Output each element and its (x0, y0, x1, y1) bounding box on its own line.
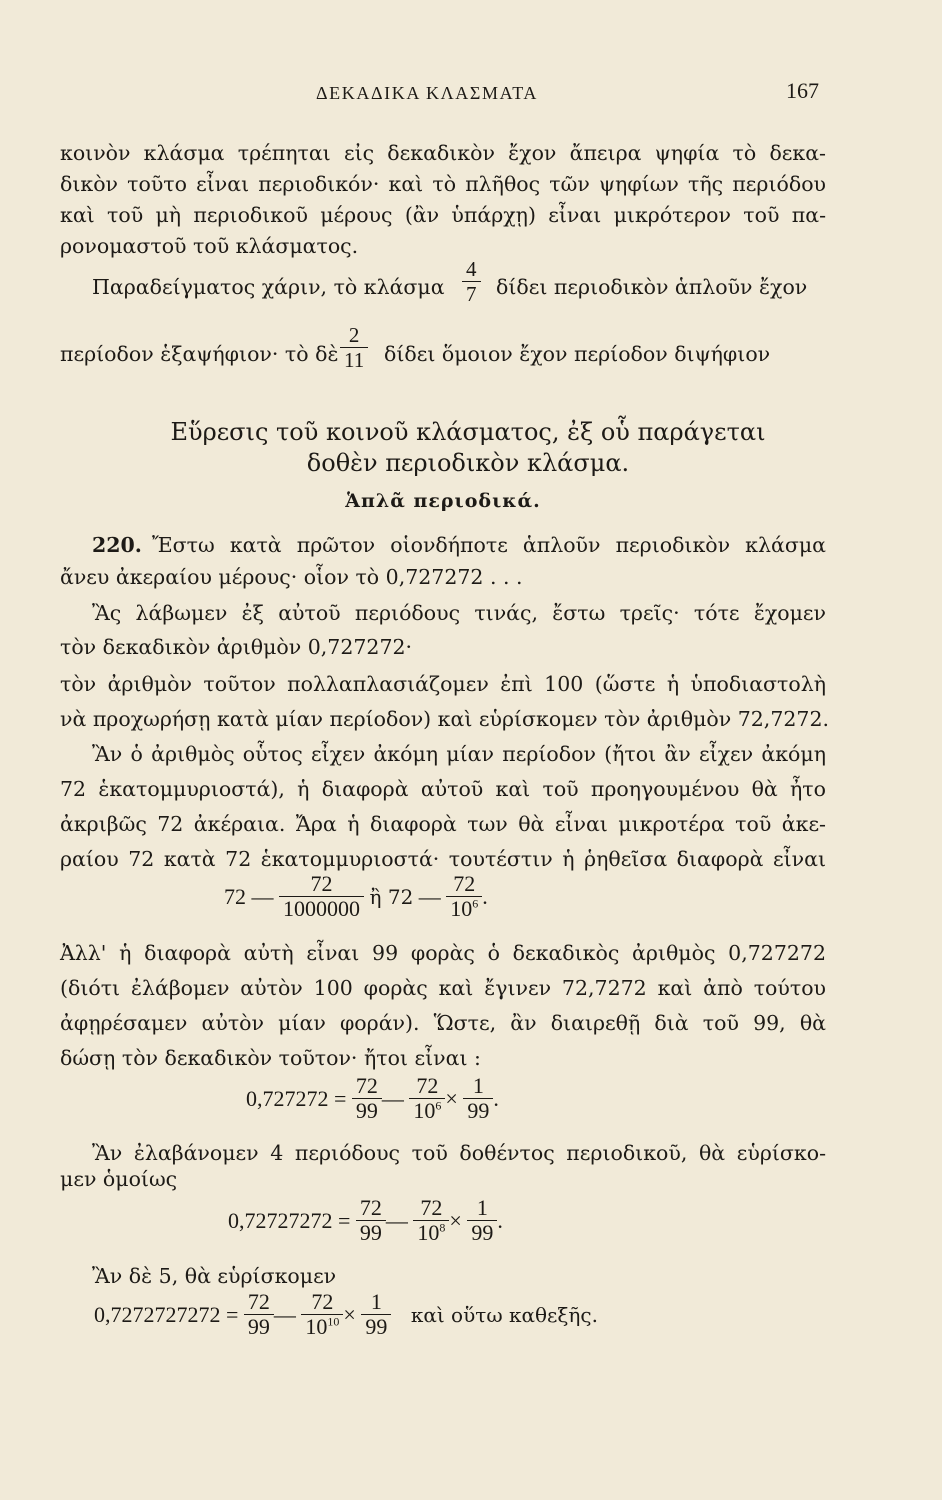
running-header: ΔΕΚΑΔΙΚΑ ΚΛΑΣΜΑΤΑ (316, 83, 538, 103)
fraction (463, 1074, 493, 1123)
text-line: τὸν δεκαδικὸν ἀριθμὸν 0,727272· (60, 635, 413, 659)
fraction-numerator: 72 (356, 1196, 386, 1221)
fraction-numerator: 72 (352, 1074, 382, 1099)
equation-term: 0,7272727272 (94, 1301, 221, 1327)
fraction-denominator: 99 (467, 1098, 490, 1123)
fraction-numerator: 72 (446, 872, 482, 897)
text-line: νὰ προχωρήσῃ κατὰ μίαν περίοδον) καὶ εὑρίσκομεν τὸν ἀριθμὸν 72,7272. (60, 707, 830, 731)
fraction (279, 872, 364, 921)
equation-term: 72 (224, 883, 246, 909)
article-number: 220. (92, 533, 142, 557)
equation-term: ἢ 72 (369, 884, 414, 909)
fraction-denominator: 99 (359, 1220, 382, 1245)
equation: 72 — $\frac{72}{1000000}$ ἢ 72 — $\frac{72}{10^6}$ . (224, 871, 488, 921)
equation: 0,72727272 = $\frac{72}{99}$ — $\frac{72}{10^8}$ × $\frac{1}{99}$ . (228, 1195, 503, 1245)
fraction (352, 1074, 382, 1123)
fraction (244, 1290, 274, 1339)
fraction-denominator: 10 (450, 896, 473, 921)
fraction-numerator: 1 (467, 1196, 497, 1221)
fraction-denominator: 7 (466, 282, 477, 306)
exponent: 10 (327, 1314, 340, 1329)
text-line: Ἂν ἐλαβάνομεν 4 περιόδους τοῦ δοθέντος περιοδικοῦ, θὰ εὑρίσκο- (92, 1141, 826, 1165)
fraction-denominator: 99 (247, 1314, 270, 1339)
text-line: τὸν ἀριθμὸν τοῦτον πολλαπλασιάζομεν ἐπὶ 100 (ὥστε ἡ ὑποδιαστολὴ (60, 672, 826, 696)
fraction (462, 257, 481, 306)
text-line: Ἂς λάβωμεν ἐξ αὐτοῦ περιόδους τινάς, ἔστω τρεῖς· τότε ἔχομεν (92, 601, 826, 625)
fraction-denominator: 99 (355, 1098, 378, 1123)
fraction-numerator: 72 (301, 1290, 343, 1315)
fraction-denominator: 99 (365, 1314, 388, 1339)
text-line: καὶ τοῦ μὴ περιοδικοῦ μέρους (ἂν ὑπάρχῃ) εἶναι μικρότερον τοῦ πα- (60, 203, 826, 227)
fraction-numerator: 1 (463, 1074, 493, 1099)
text-line: ἀκριβῶς 72 ἀκέραια. Ἄρα ἡ διαφορὰ των θὰ εἶναι μικροτέρα τοῦ ἀκε- (60, 812, 826, 836)
fraction-numerator: 4 (462, 257, 481, 282)
fraction-denominator: 10 (413, 1098, 436, 1123)
fraction (356, 1196, 386, 1245)
section-heading: δοθὲν περιοδικὸν κλάσμα. (306, 449, 630, 477)
text-line: μεν ὁμοίως (60, 1167, 178, 1191)
fraction-denominator: 11 (344, 348, 365, 372)
fraction-denominator: 10 (305, 1314, 328, 1339)
text-line: (διότι ἐλάβομεν αὐτὸν 100 φορὰς καὶ ἔγινεν 72,7272 καὶ ἀπὸ τούτου (60, 976, 826, 1000)
fraction (301, 1290, 343, 1339)
fraction-numerator: 1 (361, 1290, 391, 1315)
text-line: δώσῃ τὸν δεκαδικὸν τοῦτον· ἤτοι εἶναι : (60, 1046, 481, 1070)
fraction (467, 1196, 497, 1245)
text-line: ρονομαστοῦ τοῦ κλάσματος. (60, 234, 359, 258)
equation: 0,7272727272 = $\frac{72}{99}$ — $\frac{72}{10^{10}}$ × $\frac{1}{99}$ καὶ οὕτω καθεξῆς. (94, 1289, 598, 1339)
fraction (446, 872, 482, 921)
exponent: 6 (472, 896, 479, 911)
fraction-denominator: 10 (417, 1220, 440, 1245)
equation-term: 0,72727272 (228, 1207, 333, 1233)
text-line: περίοδον ἑξαψήφιον· τὸ δὲ (60, 342, 339, 366)
fraction-numerator: 72 (409, 1074, 445, 1099)
equation: 0,727272 = $\frac{72}{99}$ — $\frac{72}{10^6}$ × $\frac{1}{99}$ . (246, 1073, 499, 1123)
text-line: ραίου 72 κατὰ 72 ἑκατομμυριοστά· τουτέστιν ἡ ῥηθεῖσα διαφορὰ εἶναι (60, 847, 826, 871)
text-line: Παραδείγματος χάριν, τὸ κλάσμα (92, 275, 445, 299)
fraction (409, 1074, 445, 1123)
equation-term: 0,727272 (246, 1085, 329, 1111)
text-line: δικὸν τοῦτο εἶναι περιοδικόν· καὶ τὸ πλῆθος τῶν ψηφίων τῆς περιόδου (60, 172, 826, 196)
page-number: 167 (786, 78, 819, 103)
fraction (413, 1196, 449, 1245)
text-line: ἄνευ ἀκεραίου μέρους· οἷον τὸ 0,727272 . . . (60, 565, 523, 589)
text-line: ἀφῃρέσαμεν αὐτὸν μίαν φοράν). Ὥστε, ἂν διαιρεθῇ διὰ τοῦ 99, θὰ (60, 1011, 826, 1035)
text-line: κοινὸν κλάσμα τρέπηται εἰς δεκαδικὸν ἔχον ἄπειρα ψηφία τὸ δεκα- (60, 141, 826, 165)
fraction-denominator: 1000000 (283, 896, 360, 921)
section-heading: Εὕρεσις τοῦ κοινοῦ κλάσματος, ἐξ οὗ παράγεται (170, 418, 766, 446)
text-line: Ἂν ὁ ἀριθμὸς οὗτος εἶχεν ἀκόμη μίαν περίοδον (ἤτοι ἂν εἶχεν ἀκόμη (92, 742, 826, 766)
fraction-denominator: 99 (471, 1220, 494, 1245)
exponent: 8 (439, 1220, 446, 1235)
fraction-numerator: 72 (244, 1290, 274, 1315)
equation-tail-text: καὶ οὕτω καθεξῆς. (410, 1302, 598, 1327)
fraction (340, 323, 368, 372)
text-line: 72 ἑκατομμυριοστά), ἡ διαφορὰ αὐτοῦ καὶ τοῦ προηγουμένου θὰ ἦτο (60, 777, 826, 801)
text-line: Ἂν δὲ 5, θὰ εὑρίσκομεν (92, 1264, 337, 1288)
text-line: δίδει περιοδικὸν ἁπλοῦν ἔχον (496, 275, 808, 299)
fraction-numerator: 72 (413, 1196, 449, 1221)
exponent: 6 (435, 1098, 442, 1113)
text-line: δίδει ὅμοιον ἔχον περίοδον διψήφιον (384, 342, 771, 366)
text-line: Ἔστω κατὰ πρῶτον οἱονδήποτε ἁπλοῦν περιοδικὸν κλάσμα (152, 533, 826, 557)
fraction-numerator: 72 (279, 872, 364, 897)
fraction-numerator: 2 (340, 323, 368, 348)
text-line: Ἀλλ' ἡ διαφορὰ αὐτὴ εἶναι 99 φορὰς ὁ δεκαδικὸς ἀριθμὸς 0,727272 (60, 941, 826, 965)
fraction (361, 1290, 391, 1339)
subheading: Ἁπλᾶ περιοδικά. (345, 490, 541, 512)
